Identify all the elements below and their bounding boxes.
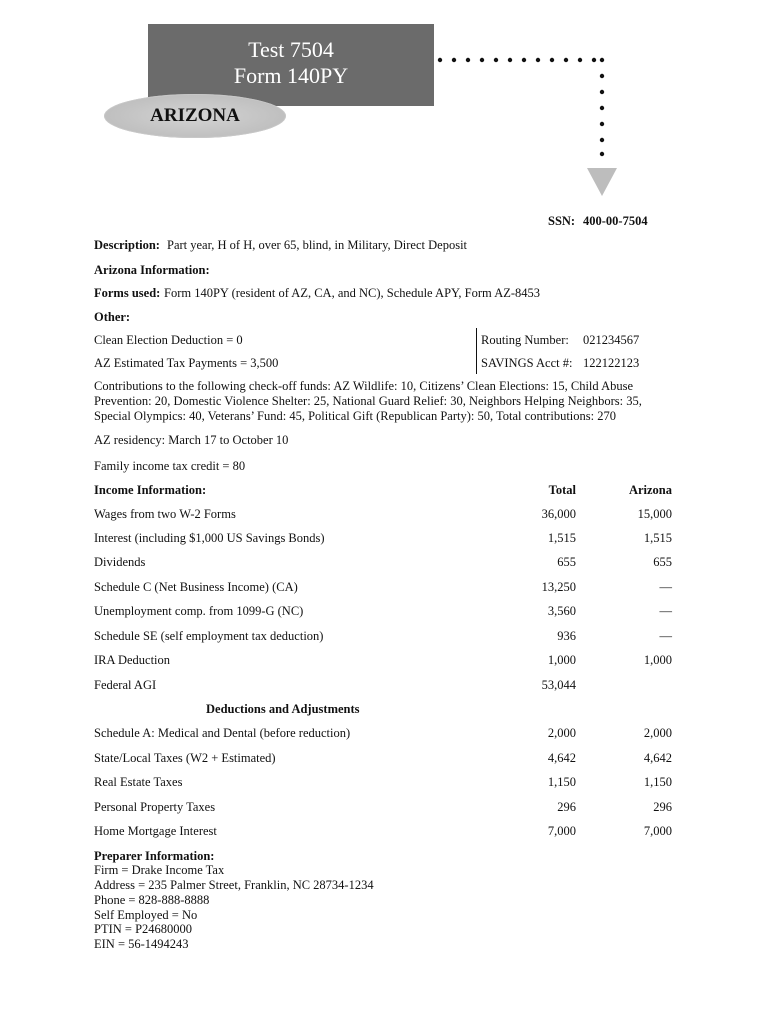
table-row-arizona: 7,000	[643, 824, 672, 838]
forms-used-label: Forms used:	[94, 286, 161, 300]
preparer-firm: Firm = Drake Income Tax	[94, 863, 225, 877]
table-row-label: Personal Property Taxes	[94, 800, 216, 814]
table-row-arizona: 1,515	[643, 531, 672, 545]
table-row-label: Schedule A: Medical and Dental (before reduction)	[94, 726, 351, 740]
table-row-total: 1,515	[547, 531, 576, 545]
az-estimated-payments: AZ Estimated Tax Payments = 3,500	[94, 356, 279, 370]
table-row-label: IRA Deduction	[94, 653, 171, 667]
routing-number-label: Routing Number:	[481, 333, 569, 347]
description-label: Description:	[94, 238, 160, 252]
table-row-arizona: —	[659, 580, 672, 594]
table-row-total: 936	[557, 629, 576, 643]
contributions-line-3: Special Olympics: 40, Veterans’ Fund: 45, Political Gift (Republican Party): 50, Total contributions: 270	[94, 409, 616, 423]
preparer-address: Address = 235 Palmer Street, Franklin, NC 28734-1234	[94, 878, 374, 892]
title-line-test: Test 7504	[248, 37, 334, 62]
table-row-arizona: 4,642	[643, 751, 672, 765]
column-divider	[476, 328, 477, 374]
col-arizona-header: Arizona	[628, 483, 672, 497]
table-row-total: 4,642	[547, 751, 576, 765]
family-income-credit: Family income tax credit = 80	[94, 459, 246, 473]
description-text: Part year, H of H, over 65, blind, in Military, Direct Deposit	[167, 238, 468, 252]
table-row-arizona: 1,000	[643, 653, 672, 667]
table-row-label: Schedule C (Net Business Income) (CA)	[94, 580, 298, 594]
table-row-label: Federal AGI	[94, 678, 157, 692]
table-row-total: 3,560	[547, 604, 576, 618]
table-row-arizona: —	[659, 629, 672, 643]
table-row-arizona: 15,000	[637, 507, 672, 521]
arizona-info-heading: Arizona Information:	[94, 263, 210, 277]
title-line-form: Form 140PY	[233, 63, 349, 88]
table-row-label: Schedule SE (self employment tax deduction)	[94, 629, 324, 643]
forms-used-text: Form 140PY (resident of AZ, CA, and NC), Schedule APY, Form AZ-8453	[164, 286, 541, 300]
table-row-arizona: 296	[653, 800, 672, 814]
table-row-arizona: 655	[653, 555, 672, 569]
deductions-heading: Deductions and Adjustments	[206, 702, 360, 716]
table-row-total: 296	[557, 800, 576, 814]
routing-number-value: 021234567	[583, 333, 640, 347]
az-residency: AZ residency: March 17 to October 10	[94, 433, 289, 447]
table-row-label: Real Estate Taxes	[94, 775, 183, 789]
income-heading: Income Information:	[94, 483, 207, 497]
table-row-arizona: 1,150	[643, 775, 672, 789]
preparer-self-employed: Self Employed = No	[94, 908, 198, 922]
table-row-total: 2,000	[547, 726, 576, 740]
table-row-total: 53,044	[541, 678, 576, 692]
preparer-phone: Phone = 828-888-8888	[94, 893, 210, 907]
table-row-label: Dividends	[94, 555, 146, 569]
table-row-arizona: —	[659, 604, 672, 618]
state-label: ARIZONA	[150, 105, 240, 126]
clean-election-deduction: Clean Election Deduction = 0	[94, 333, 243, 347]
table-row-total: 655	[557, 555, 576, 569]
table-row-label: State/Local Taxes (W2 + Estimated)	[94, 751, 276, 765]
table-row-total: 1,150	[547, 775, 576, 789]
other-heading: Other:	[94, 310, 131, 324]
table-row-label: Wages from two W-2 Forms	[94, 507, 236, 521]
ssn-label: SSN:	[548, 214, 576, 228]
preparer-ptin: PTIN = P24680000	[94, 922, 193, 936]
savings-acct-value: 122122123	[583, 356, 640, 370]
table-row-total: 13,250	[541, 580, 576, 594]
arrow-down-icon	[587, 168, 617, 196]
contributions-line-2: Prevention: 20, Domestic Violence Shelter: 25, National Guard Relief: 30, Neighbors Helping Neighbors: 35,	[94, 394, 642, 408]
contributions-line-1: Contributions to the following check-off funds: AZ Wildlife: 10, Citizens’ Clean Elections: 15, Child Abuse	[94, 379, 634, 393]
table-row-total: 1,000	[547, 653, 576, 667]
table-row-arizona: 2,000	[643, 726, 672, 740]
table-row-total: 36,000	[541, 507, 576, 521]
savings-acct-label: SAVINGS Acct #:	[481, 356, 573, 370]
ssn-value: 400-00-7504	[583, 214, 648, 228]
table-row-label: Unemployment comp. from 1099-G (NC)	[94, 604, 304, 618]
table-row-total: 7,000	[547, 824, 576, 838]
preparer-heading: Preparer Information:	[94, 849, 215, 863]
col-total-header: Total	[548, 483, 576, 497]
preparer-ein: EIN = 56-1494243	[94, 937, 189, 951]
table-row-label: Home Mortgage Interest	[94, 824, 217, 838]
dotted-arrow-connector	[430, 52, 630, 202]
table-row-label: Interest (including $1,000 US Savings Bonds)	[94, 531, 325, 545]
